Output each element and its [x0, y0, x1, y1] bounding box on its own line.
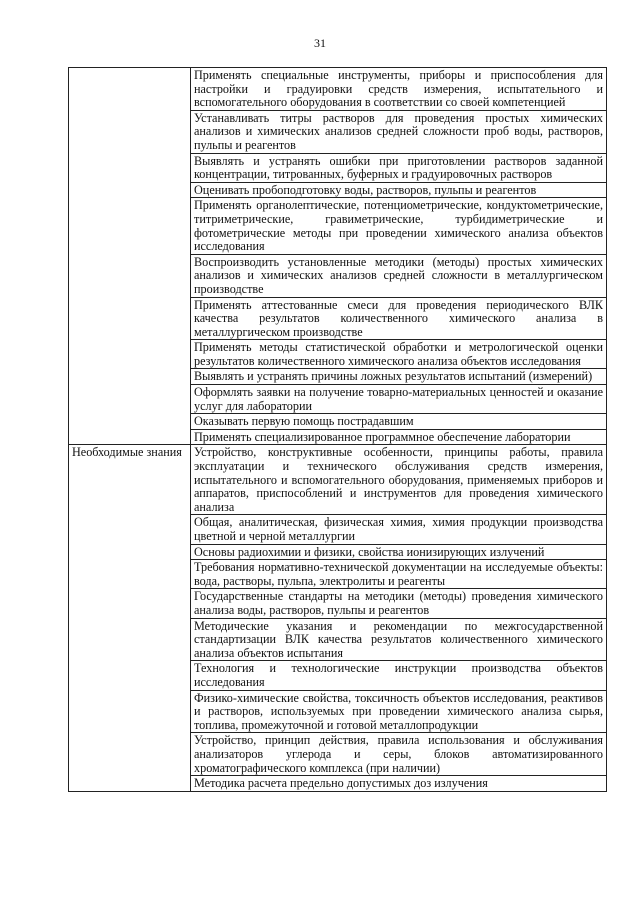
table-cell: Физико-химические свойства, токсичность объектов исследования, реактивов и растворов, используемых при проведении химического анализа сырья, топлива, промежуточной и готовой металлопродукции	[191, 690, 607, 733]
table-cell: Методические указания и рекомендации по межгосударственной стандартизации ВЛК качества результатов количественного химического анализа объектов испытания	[191, 618, 607, 661]
table-cell: Устройство, принцип действия, правила использования и обслуживания анализаторов углерода и серы, блоков автоматизированного хроматографического комплекса (при наличии)	[191, 733, 607, 776]
table-cell: Оценивать пробоподготовку воды, растворов, пульпы и реагентов	[191, 182, 607, 198]
table-cell: Требования нормативно-технической документации на исследуемые объекты: вода, растворы, пульпа, электролиты и реагенты	[191, 560, 607, 589]
table-body	[69, 68, 607, 792]
table-cell: Устанавливать титры растворов для проведения простых химических анализов и химических анализов средней сложности проб воды, растворов, пульпы и реагентов	[191, 110, 607, 153]
table-cell: Основы радиохимии и физики, свойства ионизирующих излучений	[191, 544, 607, 560]
row-label: Необходимые знания	[69, 445, 191, 791]
table-cell: Общая, аналитическая, физическая химия, химия продукции производства цветной и черной металлургии	[191, 515, 607, 544]
table-cell: Применять методы статистической обработки и метрологической оценки результатов количественного химического анализа объектов исследования	[191, 340, 607, 369]
table-cell: Методика расчета предельно допустимых доз излучения	[191, 776, 607, 792]
row-label	[69, 68, 191, 445]
table-cell: Оказывать первую помощь пострадавшим	[191, 414, 607, 430]
table-row	[69, 68, 607, 111]
table-cell: Применять аттестованные смеси для проведения периодического ВЛК качества результатов количественного химического анализа в металлургическом производстве	[191, 297, 607, 340]
table-cell: Государственные стандарты на методики (методы) проведения химического анализа воды, растворов, пульпы и реагентов	[191, 589, 607, 618]
table-cell: Технология и технологические инструкции производства объектов исследования	[191, 661, 607, 690]
table-cell: Выявлять и устранять причины ложных результатов испытаний (измерений)	[191, 369, 607, 385]
competency-table	[68, 67, 607, 792]
table-cell: Применять специализированное программное обеспечение лаборатории	[191, 429, 607, 445]
table-row	[69, 445, 607, 515]
table-cell: Оформлять заявки на получение товарно-материальных ценностей и оказание услуг для лаборатории	[191, 385, 607, 414]
table-cell: Устройство, конструктивные особенности, принципы работы, правила эксплуатации и технического обслуживания средств измерения, испытательного и вспомогательного оборудования, применяемых приборов и аппаратов, приспособлений и инструментов для проведения химического анализа	[191, 445, 607, 515]
table-cell: Применять специальные инструменты, приборы и приспособления для настройки и градуировки средств измерения, испытательного и вспомогательного оборудования в соответствии со своей компетенцией	[191, 68, 607, 111]
page-number: 31	[314, 36, 326, 50]
table-cell: Применять органолептические, потенциометрические, кондуктометрические, титриметрические, гравиметрические, турбидиметрические и фотометрические методы при проведении химического анализа объектов исследования	[191, 198, 607, 254]
table-cell: Выявлять и устранять ошибки при приготовлении растворов заданной концентрации, титрованных, буферных и градуировочных растворов	[191, 153, 607, 182]
table-cell: Воспроизводить установленные методики (методы) простых химических анализов и химических анализов средней сложности в металлургическом производстве	[191, 254, 607, 297]
